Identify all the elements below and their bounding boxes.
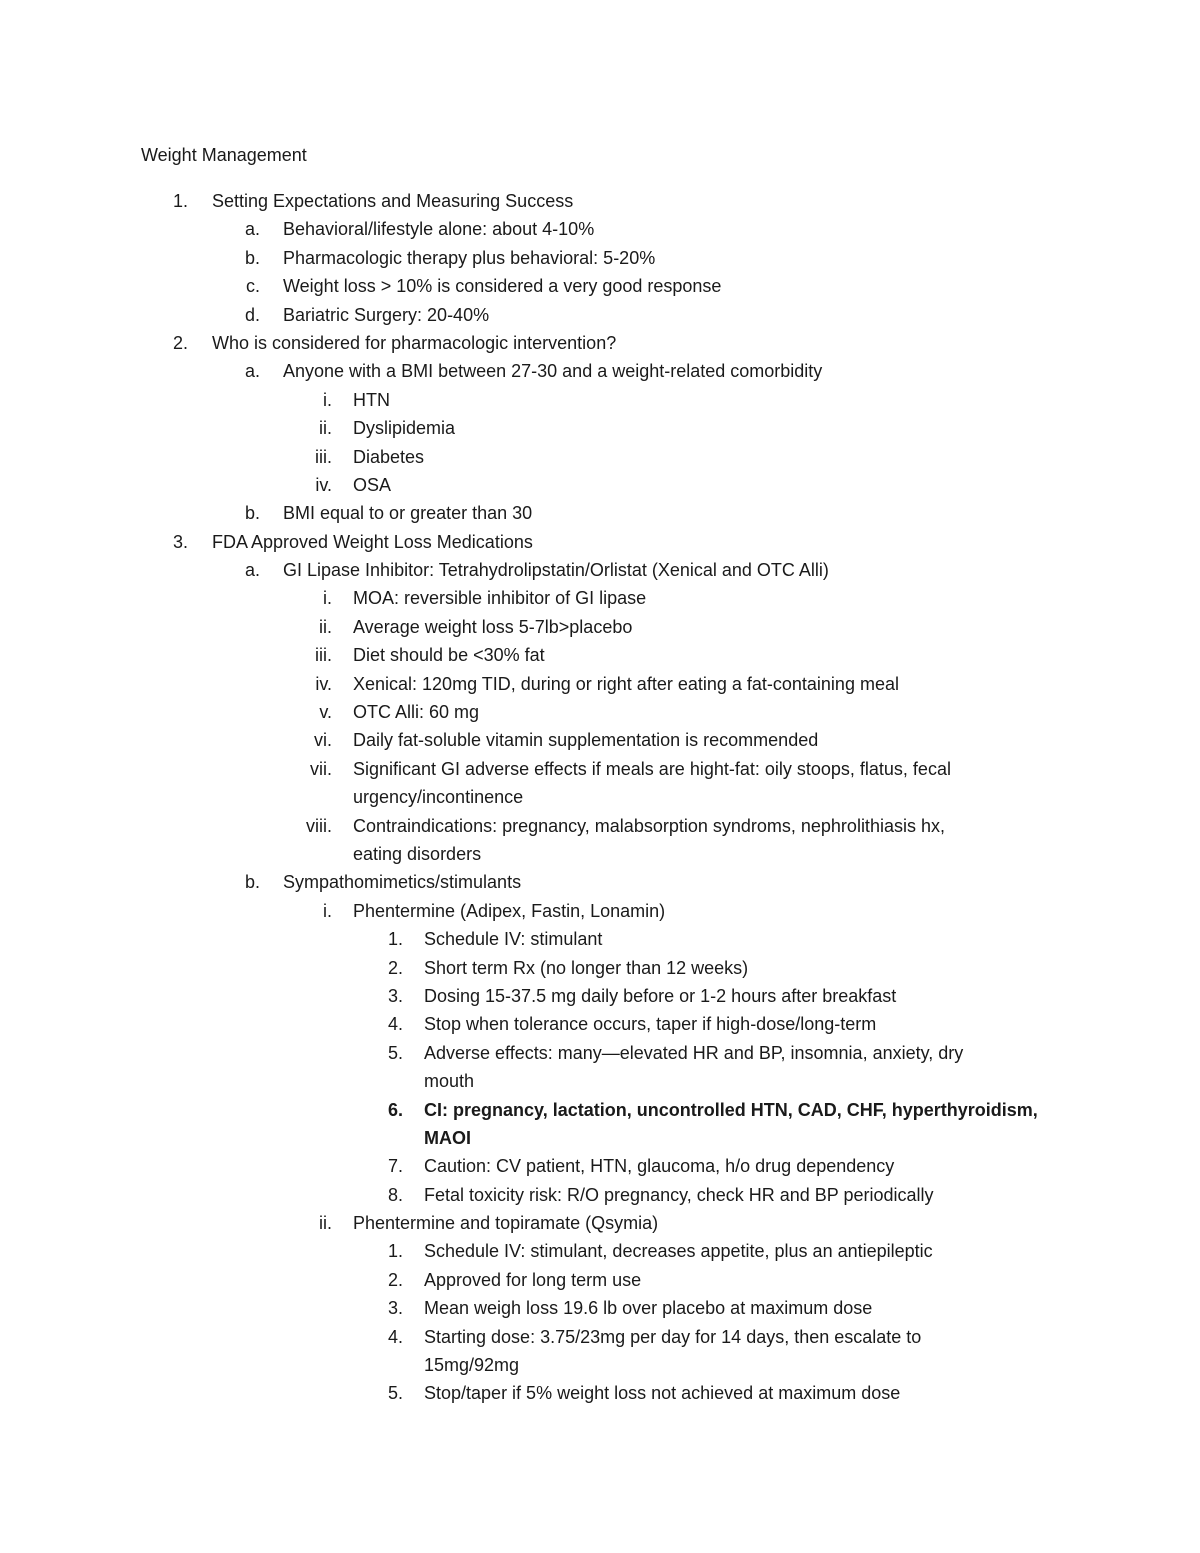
list-marker: 7. [387,1156,403,1177]
list-item-text: Schedule IV: stimulant, decreases appetite, plus an antiepileptic [424,1241,933,1262]
list-marker: viii. [306,815,332,836]
list-item [0,187,1200,215]
list-item-text: Phentermine (Adipex, Fastin, Lonamin) [353,900,666,921]
list-item [0,954,1200,982]
list-marker: i. [323,588,332,609]
list-marker: 5. [387,1042,403,1063]
list-item-text: Bariatric Surgery: 20-40% [283,304,490,325]
list-marker: 4. [387,1326,403,1347]
list-item [0,1237,1200,1265]
list-marker: vi. [314,730,332,751]
list-item [0,556,1200,584]
list-item-text: Xenical: 120mg TID, during or right after eating a fat-containing meal [353,673,899,694]
list-marker: 1. [387,1241,403,1262]
list-item [0,1039,1200,1067]
list-marker: ii. [319,616,332,637]
list-marker: 3. [387,1298,403,1319]
list-item-text: Contraindications: pregnancy, malabsorption syndroms, nephrolithiasis hx, [353,815,945,836]
list-marker: 6. [387,1099,403,1120]
list-item-text: Who is considered for pharmacologic intervention? [212,332,617,353]
list-marker: 5. [387,1383,403,1404]
list-item-text: Schedule IV: stimulant [424,929,603,950]
list-item-text: Mean weigh loss 19.6 lb over placebo at maximum dose [424,1298,873,1319]
list-item [0,244,1200,272]
list-marker: 2. [172,332,188,353]
list-item-text: GI Lipase Inhibitor: Tetrahydrolipstatin/Orlistat (Xenical and OTC Alli) [283,560,829,581]
list-item [0,755,1200,783]
list-item-text: MOA: reversible inhibitor of GI lipase [353,588,647,609]
list-item-continuation [0,1124,1200,1152]
list-item [0,1266,1200,1294]
list-item-continuation [0,840,1200,868]
list-item-text: urgency/incontinence [353,787,524,808]
list-item-continuation [0,1067,1200,1095]
list-marker: a. [244,560,260,581]
list-marker: ii. [319,1213,332,1234]
list-item [0,726,1200,754]
list-item [0,528,1200,556]
list-marker: b. [244,872,260,893]
list-item [0,1379,1200,1407]
list-item [0,1294,1200,1322]
list-item [0,471,1200,499]
list-item [0,1096,1200,1124]
list-item-text: Phentermine and topiramate (Qsymia) [353,1213,659,1234]
list-item-text: Average weight loss 5-7lb>placebo [353,616,633,637]
list-item-text: Adverse effects: many—elevated HR and BP, insomnia, anxiety, dry [424,1042,964,1063]
list-item-text: FDA Approved Weight Loss Medications [212,531,533,552]
list-marker: iii. [315,446,332,467]
list-item-text: Behavioral/lifestyle alone: about 4-10% [283,219,595,240]
list-item-text: Starting dose: 3.75/23mg per day for 14 days, then escalate to [424,1326,922,1347]
list-item [0,812,1200,840]
list-item [0,301,1200,329]
list-item-text: BMI equal to or greater than 30 [283,503,533,524]
list-item [0,641,1200,669]
list-item-text: 15mg/92mg [424,1355,520,1376]
list-item-text: HTN [353,389,390,410]
list-marker: b. [244,503,260,524]
list-item-text: Diet should be <30% fat [353,645,545,666]
list-item-continuation [0,1351,1200,1379]
list-item [0,925,1200,953]
list-item-text: Sympathomimetics/stimulants [283,872,522,893]
list-marker: 2. [387,1269,403,1290]
list-marker: 2. [387,957,403,978]
list-marker: 1. [387,929,403,950]
list-item [0,443,1200,471]
list-marker: 3. [172,531,188,552]
list-item-text: Fetal toxicity risk: R/O pregnancy, check HR and BP periodically [424,1184,934,1205]
list-item [0,982,1200,1010]
list-item [0,272,1200,300]
list-marker: iv. [315,673,332,694]
list-item-text: CI: pregnancy, lactation, uncontrolled HTN, CAD, CHF, hyperthyroidism, [424,1099,1038,1120]
list-marker: c. [245,276,260,297]
list-item-text: MAOI [424,1127,471,1148]
list-item-continuation [0,783,1200,811]
list-item [0,215,1200,243]
list-item-text: Diabetes [353,446,425,467]
list-item-text: OTC Alli: 60 mg [353,702,480,723]
list-marker: vii. [310,758,332,779]
list-item [0,1181,1200,1209]
list-item-text: Stop when tolerance occurs, taper if high-dose/long-term [424,1014,877,1035]
list-item [0,584,1200,612]
list-marker: i. [323,900,332,921]
list-item [0,1152,1200,1180]
list-item [0,897,1200,925]
list-item-text: mouth [424,1071,475,1092]
list-item [0,414,1200,442]
list-item-text: eating disorders [353,843,482,864]
list-item-text: OSA [353,474,392,495]
list-item [0,386,1200,414]
list-marker: 3. [387,985,403,1006]
list-marker: b. [244,247,260,268]
list-item [0,1209,1200,1237]
list-item-text: Dosing 15-37.5 mg daily before or 1-2 hours after breakfast [424,985,897,1006]
list-item-text: Weight loss > 10% is considered a very good response [283,276,722,297]
list-item [0,1010,1200,1038]
list-marker: i. [323,389,332,410]
list-marker: 4. [387,1014,403,1035]
list-item-text: Approved for long term use [424,1269,642,1290]
list-marker: ii. [319,418,332,439]
list-item [0,357,1200,385]
list-item [0,499,1200,527]
list-marker: a. [244,361,260,382]
list-marker: iv. [315,474,332,495]
list-marker: 1. [172,191,188,211]
list-item [0,329,1200,357]
list-item [0,1323,1200,1351]
list-item [0,698,1200,726]
list-item-text: Caution: CV patient, HTN, glaucoma, h/o drug dependency [424,1156,895,1177]
list-item-text: Pharmacologic therapy plus behavioral: 5-20% [283,247,656,268]
list-item-text: Anyone with a BMI between 27-30 and a weight-related comorbidity [283,361,823,382]
list-marker: iii. [315,645,332,666]
list-item-text: Significant GI adverse effects if meals are hight-fat: oily stoops, flatus, fecal [353,758,951,779]
list-item-text: Stop/taper if 5% weight loss not achieved at maximum dose [424,1383,901,1404]
list-item-text: Setting Expectations and Measuring Success [212,191,574,211]
list-marker: v. [319,702,332,723]
list-item [0,868,1200,896]
list-item-text: Dyslipidemia [353,418,456,439]
list-item [0,670,1200,698]
list-item-text: Short term Rx (no longer than 12 weeks) [424,957,749,978]
outline-list [0,187,1200,1408]
list-item [0,613,1200,641]
page-title: Weight Management [141,145,307,165]
list-marker: 8. [387,1184,403,1205]
list-marker: a. [244,219,260,240]
list-item-text: Daily fat-soluble vitamin supplementation is recommended [353,730,819,751]
list-marker: d. [244,304,260,325]
